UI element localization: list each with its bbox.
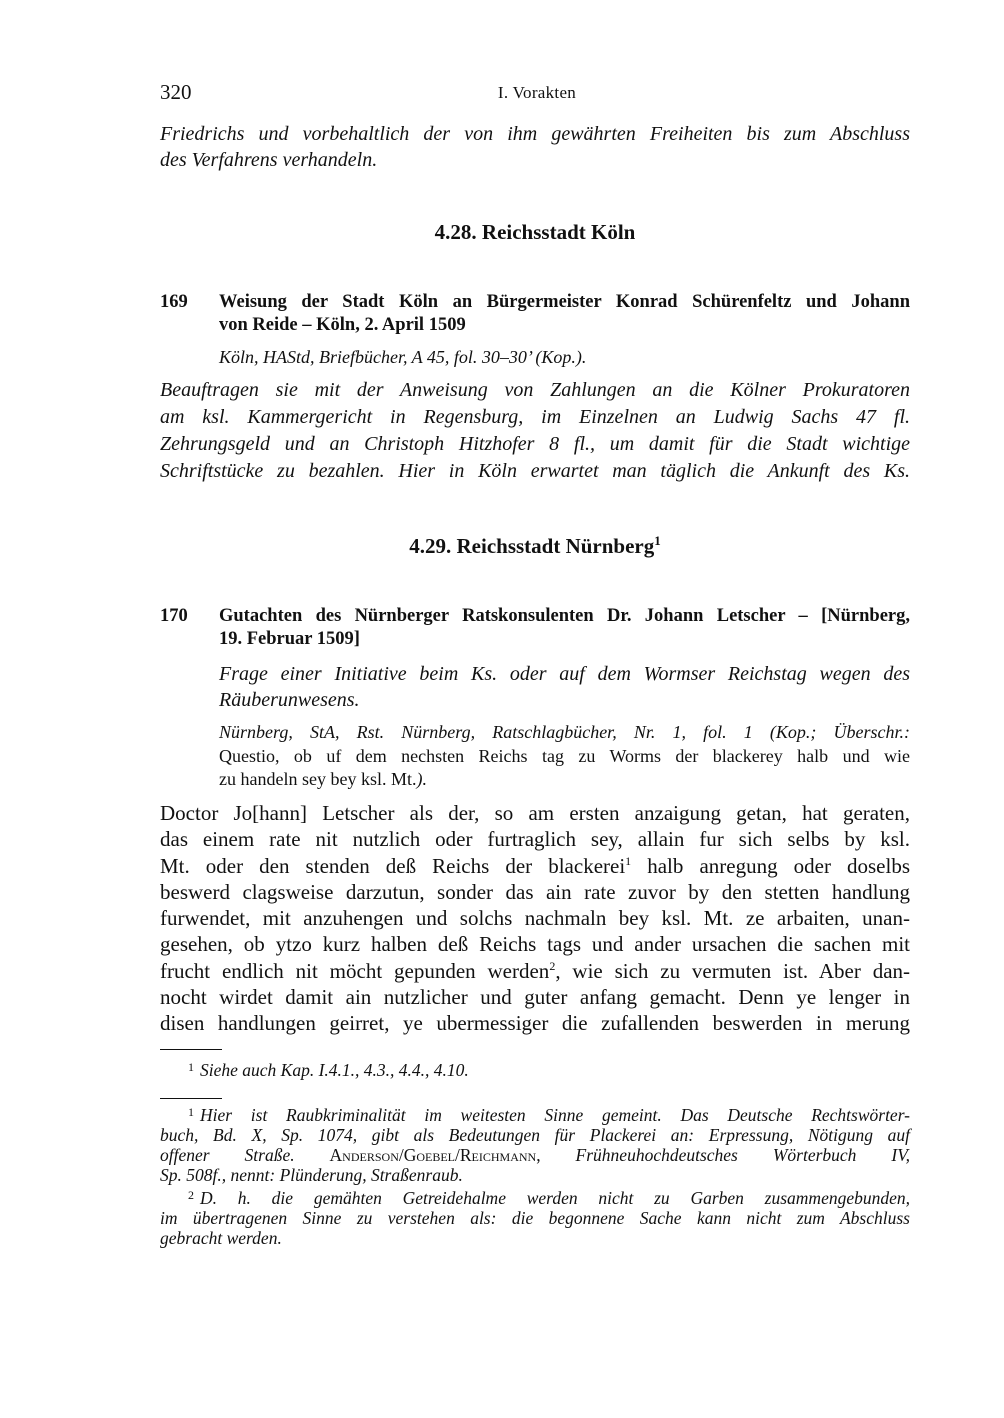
text-line: Schriftstücke zu bezahlen. Hier in Köln erwartet man täglich die Ankunft des Ks. xyxy=(160,460,910,482)
text-segment: Mt. oder den stenden deß Reichs der blackerei xyxy=(160,853,626,878)
footnote-authors: Anderson/Goebel/Reichmann, xyxy=(329,1145,541,1165)
footnote-mark: 2 xyxy=(188,1188,194,1202)
source-close: ). xyxy=(416,769,427,789)
text-footnotes xyxy=(160,1102,910,1248)
text-line: gesehen, ob ytzo kurz halben deß Reichs tags und ander ursachen die sachen mit xyxy=(160,932,910,957)
text-line xyxy=(160,853,910,879)
section-heading-nuernberg xyxy=(160,533,910,559)
running-title: I. Vorakten xyxy=(497,83,577,102)
text-line: beswerd clagsweise darzutun, sonder das ain rate zuvor by den stetten handlung xyxy=(160,879,910,904)
text-line xyxy=(219,768,910,792)
entry-170-source xyxy=(219,721,910,792)
text-segment: halb anregung oder doselbs xyxy=(631,853,910,878)
footnote-line: buch, Bd. X, Sp. 1074, gibt als Bedeutungen für Plackerei an: Erpressung, Nötigung auf xyxy=(160,1125,910,1145)
entry-170-heading xyxy=(160,605,910,651)
text-line: Räuberunwesens. xyxy=(219,689,360,711)
footnote-text: offener Straße. xyxy=(160,1145,295,1165)
text-segment: , wie sich zu vermuten ist. Aber dan- xyxy=(555,958,911,983)
footnote-rule xyxy=(160,1098,222,1099)
text-segment: frucht endlich nit möcht gepunden werden xyxy=(160,958,550,983)
footnote-mark: 1 xyxy=(188,1105,194,1119)
footnote-line xyxy=(160,1102,910,1125)
entry-number: 170 xyxy=(160,606,188,626)
text-line: Zehrungsgeld und an Christoph Hitzhofer 8 fl., um damit für die Stadt wichtige xyxy=(160,433,910,455)
page-number: 320 xyxy=(160,80,192,104)
footnote-ref: 1 xyxy=(625,853,632,868)
entry-title-line: von Reide – Köln, 2. April 1509 xyxy=(219,315,466,335)
entry-169-heading xyxy=(160,291,910,337)
text-line: disen handlungen geirret, ye ubermessiger die zufallenden beswerden in merung xyxy=(160,1011,910,1036)
text-line: Questio, ob uf dem nechsten Reichs tag zu Worms der blackerey halb und wie xyxy=(219,745,910,766)
section-heading-koeln: 4.28. Reichsstadt Köln xyxy=(434,220,636,244)
footnote-mark: 1 xyxy=(188,1060,194,1074)
footnote-line xyxy=(160,1145,910,1165)
text-line: nocht wirdet damit ain nutzlicher und guter anfang gemacht. Denn ye lenger in xyxy=(160,985,910,1010)
text-line: Doctor Jo[hann] Letscher als der, so am ersten anzaigung getan, hat geraten, xyxy=(160,801,910,825)
entry-title-line: 19. Februar 1509] xyxy=(219,629,360,649)
section-footnote xyxy=(160,1057,910,1080)
quote-text: zu handeln sey bey ksl. Mt. xyxy=(219,769,417,789)
footnote-line xyxy=(160,1185,910,1208)
text-line: Beauftragen sie mit der Anweisung von Zahlungen an die Kölner Prokuratoren xyxy=(160,379,910,401)
footnote-text: Frühneuhochdeutsches Wörterbuch IV, xyxy=(575,1145,910,1165)
text-line xyxy=(160,958,910,984)
footnote-rule xyxy=(160,1049,222,1050)
entry-title-line: Weisung der Stadt Köln an Bürgermeister Konrad Schürenfeltz und Johann xyxy=(219,292,910,312)
entry-title-line: Gutachten des Nürnberger Ratskonsulenten Dr. Johann Letscher – [Nürnberg, xyxy=(219,606,910,626)
text-line: am ksl. Kammergericht in Regensburg, im Einzelnen an Ludwig Sachs 47 fl. xyxy=(160,406,910,428)
footnote-text: Hier ist Raubkriminalität im weitesten Sinne gemeint. Das Deutsche Rechtswörter- xyxy=(200,1105,910,1125)
entry-169-source: Köln, HAStd, Briefbücher, A 45, fol. 30–30’ (Kop.). xyxy=(219,347,587,367)
footnote-line: im übertragenen Sinne zu verstehen als: die begonnene Sache kann nicht zum Abschluss xyxy=(160,1208,910,1228)
carryover-paragraph xyxy=(160,121,910,173)
footnote-text: Siehe auch Kap. I.4.1., 4.3., 4.4., 4.10. xyxy=(200,1060,469,1080)
text-line: Friedrichs und vorbehaltlich der von ihm gewährten Freiheiten bis zum Abschluss xyxy=(160,123,910,145)
section-title: 4.29. Reichsstadt Nürnberg xyxy=(409,534,655,558)
text-line: des Verfahrens verhandeln. xyxy=(160,149,378,171)
text-line: Nürnberg, StA, Rst. Nürnberg, Ratschlagbücher, Nr. 1, fol. 1 (Kop.; Überschr.: xyxy=(219,722,910,742)
text-line: furwendet, mit anzuhengen und solchs nachmaln bey ksl. Mt. ze arbaiten, unan- xyxy=(160,906,910,931)
text-line: Frage einer Initiative beim Ks. oder auf dem Wormser Reichstag wegen des xyxy=(219,663,910,685)
entry-170-regest xyxy=(219,661,910,713)
entry-number: 169 xyxy=(160,292,188,312)
document-body xyxy=(160,800,910,1037)
entry-169-summary xyxy=(160,377,910,485)
footnote-line: Sp. 508f., nennt: Plünderung, Straßenraub. xyxy=(160,1165,463,1185)
footnote-ref: 1 xyxy=(654,533,661,548)
footnote-line: gebracht werden. xyxy=(160,1228,282,1248)
text-line: das einem rate nit nutzlich oder furtraglich sey, allain fur sich selbs by ksl. xyxy=(160,827,910,852)
footnote-ref: 2 xyxy=(549,958,556,973)
footnote-text: D. h. die gemähten Getreidehalme werden nicht zu Garben zusammengebunden, xyxy=(200,1188,910,1208)
